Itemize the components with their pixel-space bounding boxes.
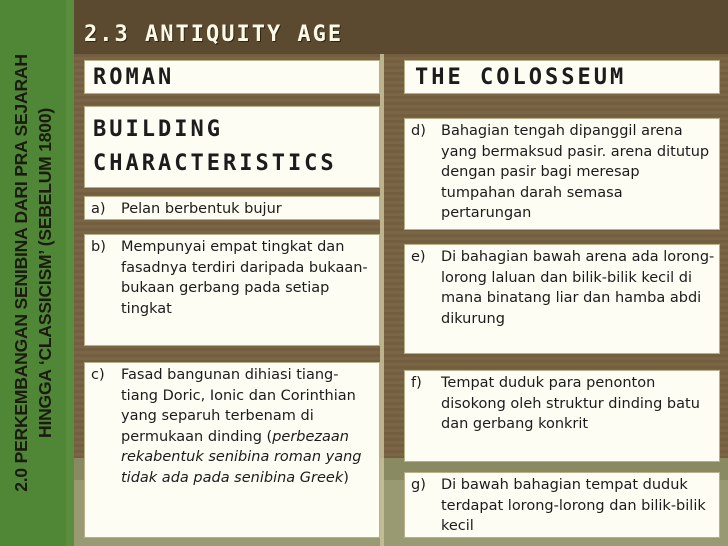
roman-label-box <box>84 60 380 94</box>
item-text: Di bahagian bawah arena ada lorong-lorong laluan dan bilik-bilik kecil di mana binatang liar dan hamba abdi dikurung <box>441 249 715 327</box>
list-item-g <box>404 472 720 538</box>
subheading-line2: CHARACTERISTICS <box>93 151 337 176</box>
item-text: Tempat duduk para penonton disokong oleh struktur dinding batu dan gerbang konkrit <box>441 375 700 432</box>
item-marker: a) <box>91 201 106 217</box>
item-marker: e) <box>411 249 426 265</box>
item-marker: f) <box>411 375 422 391</box>
building-characteristics-box <box>84 106 380 188</box>
sidebar-title-line1: 2.0 PERKEMBANGAN SENIBINA DARI PRA SEJARAH <box>11 54 31 492</box>
item-text-italic: perbezaan rekabentuk senibina roman yang tidak ada pada senibina Greek <box>121 428 362 486</box>
item-text: Bahagian tengah dipanggil arena yang bermaksud pasir. arena ditutup dengan pasir bagi meresap tumpahan darah semasa pertarungan <box>441 123 710 221</box>
list-item-d <box>404 118 720 230</box>
list-item-b <box>84 234 380 346</box>
item-marker: g) <box>411 477 426 493</box>
column-divider <box>380 54 384 546</box>
item-marker: d) <box>411 123 426 139</box>
sidebar-title-line2: HINGGA ‘CLASSICISM’ (SEBELUM 1800) <box>35 108 55 438</box>
list-item-c <box>84 362 380 538</box>
colosseum-label-box <box>404 60 720 94</box>
sidebar-title <box>9 0 57 546</box>
list-item-a <box>84 196 380 220</box>
item-marker: c) <box>91 367 105 383</box>
subheading-line1: BUILDING <box>93 117 223 142</box>
item-text-close: ) <box>343 469 349 486</box>
item-text: Pelan berbentuk bujur <box>121 201 282 217</box>
list-item-f <box>404 370 720 462</box>
item-text: Di bawah bahagian tempat duduk terdapat lorong-lorong dan bilik-bilik kecil <box>441 477 706 534</box>
item-text <box>121 365 375 488</box>
list-item-e <box>404 244 720 354</box>
sidebar <box>0 0 74 546</box>
item-text-plain: Fasad bangunan dihiasi tiang-tiang Doric, Ionic dan Corinthian yang separuh terbenam di permukaan dinding ( <box>121 367 356 445</box>
item-marker: b) <box>91 239 106 255</box>
roman-label: ROMAN <box>93 65 175 90</box>
item-text: Mempunyai empat tingkat dan fasadnya terdiri daripada bukaan-bukaan gerbang pada setiap tingkat <box>121 239 368 317</box>
page-title: 2.3 ANTIQUITY AGE <box>84 22 344 47</box>
colosseum-label: THE COLOSSEUM <box>415 65 627 90</box>
